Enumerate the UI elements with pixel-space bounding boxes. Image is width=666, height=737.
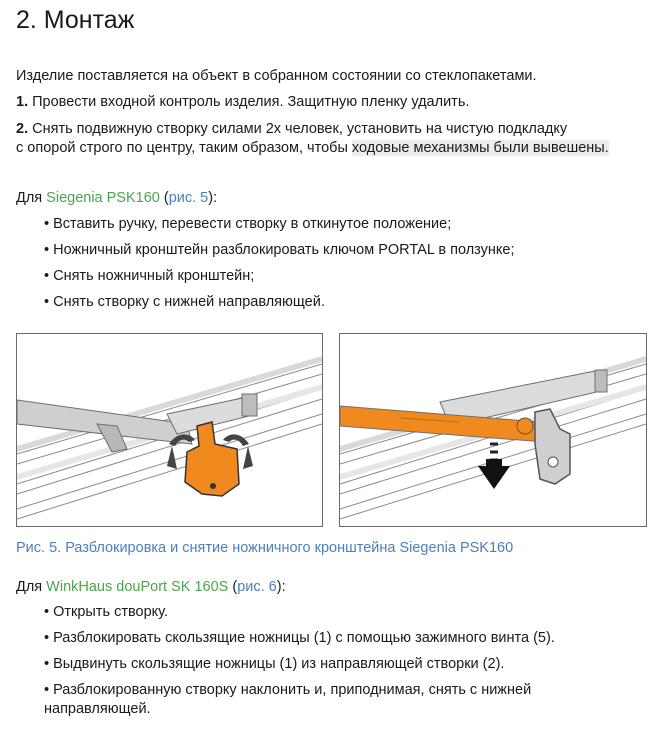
step-1-text: Провести входной контроль изделия. Защитную пленку удалить.	[28, 94, 470, 110]
winkhaus-bullet: • Разблокировать скользящие ножницы (1) с помощью зажимного винта (5).	[44, 630, 555, 646]
winkhaus-bullet: • Разблокированную створку наклонить и, приподнимая, снять с нижней	[44, 682, 532, 698]
siegenia-bullet: • Снять ножничный кронштейн;	[44, 268, 255, 284]
siegenia-heading	[16, 188, 217, 208]
siegenia-bullet: • Ножничный кронштейн разблокировать ключом PORTAL в ползунке;	[44, 242, 515, 258]
step-2-highlight: ходовые механизмы были вывешены.	[351, 140, 609, 156]
figure-5a-unlock-image	[16, 333, 323, 527]
winkhaus-heading	[16, 577, 286, 597]
figure-caption: Рис. 5. Разблокировка и снятие ножничного кронштейна Siegenia PSK160	[16, 540, 514, 556]
winkhaus-open: (	[228, 579, 238, 595]
siegenia-bullet: • Снять створку с нижней направляющей.	[44, 294, 325, 310]
step-2-number: 2.	[16, 121, 29, 137]
winkhaus-bullet: • Открыть створку.	[44, 604, 168, 620]
step-2-text: Снять подвижную створку силами 2х человек, установить на чистую подкладку	[28, 121, 568, 137]
step-2-line2	[16, 138, 609, 158]
winkhaus-prefix: Для	[16, 579, 47, 595]
winkhaus-brand: WinkHaus douPort SK 160S	[46, 579, 229, 595]
winkhaus-close: ):	[276, 579, 286, 595]
winkhaus-figure-link[interactable]: рис. 6	[237, 579, 277, 595]
siegenia-open: (	[159, 190, 169, 206]
step-2	[16, 119, 567, 139]
step-2-line2-text: с опорой строго по центру, таким образом, чтобы	[16, 140, 352, 156]
step-1	[16, 92, 469, 112]
siegenia-figure-link[interactable]: рис. 5	[168, 190, 209, 206]
siegenia-close: ):	[208, 190, 218, 206]
siegenia-brand: Siegenia PSK160	[46, 190, 160, 206]
section-title: 2. Монтаж	[16, 6, 135, 34]
siegenia-bullet: • Вставить ручку, перевести створку в откинутое положение;	[44, 216, 452, 232]
siegenia-prefix: Для	[16, 190, 47, 206]
intro-text: Изделие поставляется на объект в собранном состоянии со стеклопакетами.	[16, 68, 537, 84]
winkhaus-bullet: • Выдвинуть скользящие ножницы (1) из направляющей створки (2).	[44, 656, 505, 672]
figure-5b-removal-image	[339, 333, 647, 527]
step-1-number: 1.	[16, 94, 29, 110]
winkhaus-bullet-continuation: направляющей.	[44, 701, 151, 717]
